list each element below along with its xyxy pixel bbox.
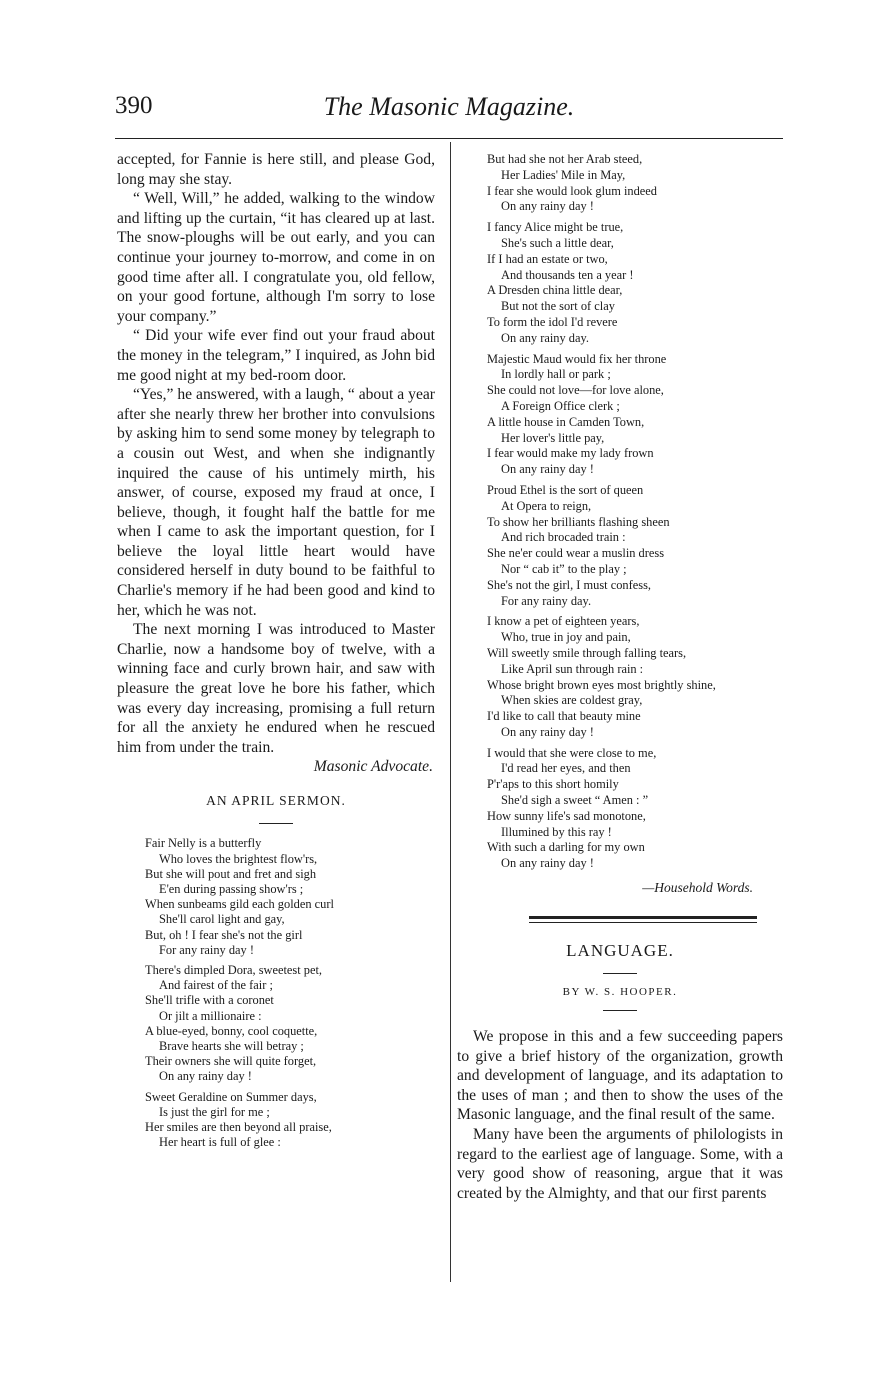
poem-line: On any rainy day. <box>501 330 589 345</box>
poem-line: Like April sun through rain : <box>501 661 644 676</box>
poem-line: Who, true in joy and pain, <box>501 630 631 645</box>
poem-line: When sunbeams gild each golden curl <box>145 897 334 912</box>
poem-line: But, oh ! I fear she's not the girl <box>145 927 303 942</box>
poem-line: Her Ladies' Mile in May, <box>501 167 626 182</box>
stanza <box>145 1090 435 1151</box>
poem-line: I fancy Alice might be true, <box>487 220 624 235</box>
poem-line: On any rainy day ! <box>501 462 594 477</box>
poem-line: P'r'aps to this short homily <box>487 777 619 792</box>
paragraph: “ Did your wife ever find out your fraud about the money in the telegram,” I inquired, as John bid me good night at my bed-room door. <box>117 327 435 384</box>
poem-line: Brave hearts she will betray ; <box>159 1039 304 1054</box>
poem-line: Sweet Geraldine on Summer days, <box>145 1089 317 1104</box>
poem-line: Proud Ethel is the sort of queen <box>487 482 644 497</box>
poem-title: AN APRIL SERMON. <box>206 793 346 809</box>
poem-line: On any rainy day ! <box>501 856 594 871</box>
poem-line: I fear she would look glum indeed <box>487 183 657 198</box>
poem-line: I'd read her eyes, and then <box>501 761 631 776</box>
stanza <box>487 614 783 740</box>
article-title: LANGUAGE. <box>566 941 674 961</box>
poem-line: Nor “ cab it” to the play ; <box>501 561 627 576</box>
story-attribution: Masonic Advocate. <box>313 758 433 776</box>
story-ending <box>117 150 435 757</box>
paragraph: “ Well, Will,” he added, walking to the window and lifting up the curtain, “it has cleared up at last. The snow-ploughs will be out early, and you can continue your journey to-morrow, and come in on good time after all. I congratulate you, old fellow, on your good fortune, although I'm sorry to lose your company.” <box>117 190 435 325</box>
stanza <box>487 220 783 346</box>
poem-line: On any rainy day ! <box>159 1069 252 1084</box>
poem-line: If I had an estate or two, <box>487 251 608 266</box>
poem-line: She ne'er could wear a muslin dress <box>487 546 665 561</box>
poem-line: Her smiles are then beyond all praise, <box>145 1120 332 1135</box>
april-sermon-poem-continued <box>487 152 783 872</box>
poem-line: For any rainy day ! <box>159 942 254 957</box>
poem-attribution: —Household Words. <box>642 880 753 896</box>
poem-line: She's not the girl, I must confess, <box>487 577 651 592</box>
poem-line: When skies are coldest gray, <box>501 693 643 708</box>
poem-line: She'll carol light and gay, <box>159 912 285 927</box>
poem-line: To form the idol I'd revere <box>487 314 618 329</box>
paragraph: The next morning I was introduced to Master Charlie, now a handsome boy of twelve, with a winning face and curly brown hair, and saw with pleasure the great love he bore his father, which was every day increasing, promising a full return for all the anxiety he endured when he rescued him from under the train. <box>117 621 435 756</box>
poem-line: Fair Nelly is a butterfly <box>145 836 262 851</box>
poem-line: On any rainy day ! <box>501 199 594 214</box>
poem-line: She could not love—for love alone, <box>487 383 664 398</box>
poem-line: Is just the girl for me ; <box>159 1104 270 1119</box>
section-divider <box>529 916 757 923</box>
poem-line: Their owners she will quite forget, <box>145 1054 317 1069</box>
poem-line: But she will pout and fret and sigh <box>145 866 317 881</box>
poem-line: In lordly hall or park ; <box>501 367 611 382</box>
poem-line: A Foreign Office clerk ; <box>501 398 620 413</box>
page-number: 390 <box>115 92 153 119</box>
poem-line: At Opera to reign, <box>501 498 592 513</box>
paragraph: accepted, for Fannie is here still, and please God, long may she stay. <box>117 151 435 188</box>
poem-line: Her lover's little pay, <box>501 430 605 445</box>
article-byline: BY W. S. HOOPER. <box>562 986 678 999</box>
poem-line: I'd like to call that beauty mine <box>487 709 641 724</box>
left-column <box>117 150 435 1155</box>
poem-line: But had she not her Arab steed, <box>487 152 643 166</box>
title-rule <box>259 823 293 824</box>
poem-line: A blue-eyed, bonny, cool coquette, <box>145 1023 318 1038</box>
poem-line: Whose bright brown eyes most brightly shine, <box>487 677 716 692</box>
poem-line: And thousands ten a year ! <box>501 267 634 282</box>
paragraph: Many have been the arguments of philologists in regard to the earliest age of language. Some, with a very good show of reasoning, argue that it was created by the Almighty, and that our first parents <box>457 1126 783 1202</box>
poem-line: She'll trifle with a coronet <box>145 993 274 1008</box>
poem-line: And rich brocaded train : <box>501 530 626 545</box>
paragraph: We propose in this and a few succeeding papers to give a brief history of the organization, growth and development of language, and its adaptation to the uses of man ; and then to show the uses of the Masonic language, and the final result of the same. <box>457 1028 783 1124</box>
stanza <box>145 963 435 1085</box>
poem-line: To show her brilliants flashing sheen <box>487 514 670 529</box>
right-column <box>457 152 783 1203</box>
poem-line: She's such a little dear, <box>501 235 614 250</box>
paragraph: “Yes,” he answered, with a laugh, “ about a year after she nearly threw her brother into convulsions by asking him to send some money by telegraph to a cousin out West, and when she indignantly inquired the cause of his untimely mirth, his answer, of course, exposed my fraud at once, I believe, though, it fought half the battle for me when I came to ask the important question, for I believe the loyal little heart would have considered herself in duty bound to be faithful to Charlie's memory if he had been good and kind to her, which he was not. <box>117 386 435 619</box>
poem-line: She'd sigh a sweet “ Amen : ” <box>501 793 649 808</box>
stanza <box>487 152 783 215</box>
poem-line: Her heart is full of glee : <box>159 1135 281 1150</box>
poem-line: E'en during passing show'rs ; <box>159 882 304 897</box>
april-sermon-poem <box>145 836 435 1150</box>
stanza <box>487 746 783 872</box>
poem-line: A Dresden china little dear, <box>487 283 623 298</box>
poem-line: Illumined by this ray ! <box>501 824 612 839</box>
stanza <box>145 836 435 958</box>
stanza <box>487 352 783 478</box>
poem-line: With such a darling for my own <box>487 840 645 855</box>
poem-line: How sunny life's sad monotone, <box>487 808 646 823</box>
poem-line: There's dimpled Dora, sweetest pet, <box>145 963 323 978</box>
poem-line: I fear would make my lady frown <box>487 446 654 461</box>
poem-line: And fairest of the fair ; <box>159 978 273 993</box>
stanza <box>487 483 783 609</box>
poem-line: A little house in Camden Town, <box>487 414 645 429</box>
running-title: The Masonic Magazine. <box>323 92 575 121</box>
header-rule <box>115 138 783 139</box>
column-divider <box>450 142 451 1282</box>
poem-line: But not the sort of clay <box>501 299 615 314</box>
poem-line: I know a pet of eighteen years, <box>487 614 640 629</box>
poem-line: For any rainy day. <box>501 593 592 608</box>
poem-line: On any rainy day ! <box>501 724 594 739</box>
poem-line: Majestic Maud would fix her throne <box>487 351 667 366</box>
poem-line: Or jilt a millionaire : <box>159 1008 262 1023</box>
byline-rule <box>603 1010 637 1011</box>
poem-line: I would that she were close to me, <box>487 745 657 760</box>
page-header <box>115 92 783 132</box>
title-rule <box>603 973 637 974</box>
article-body <box>457 1027 783 1203</box>
poem-line: Who loves the brightest flow'rs, <box>159 851 318 866</box>
poem-line: Will sweetly smile through falling tears, <box>487 645 687 660</box>
